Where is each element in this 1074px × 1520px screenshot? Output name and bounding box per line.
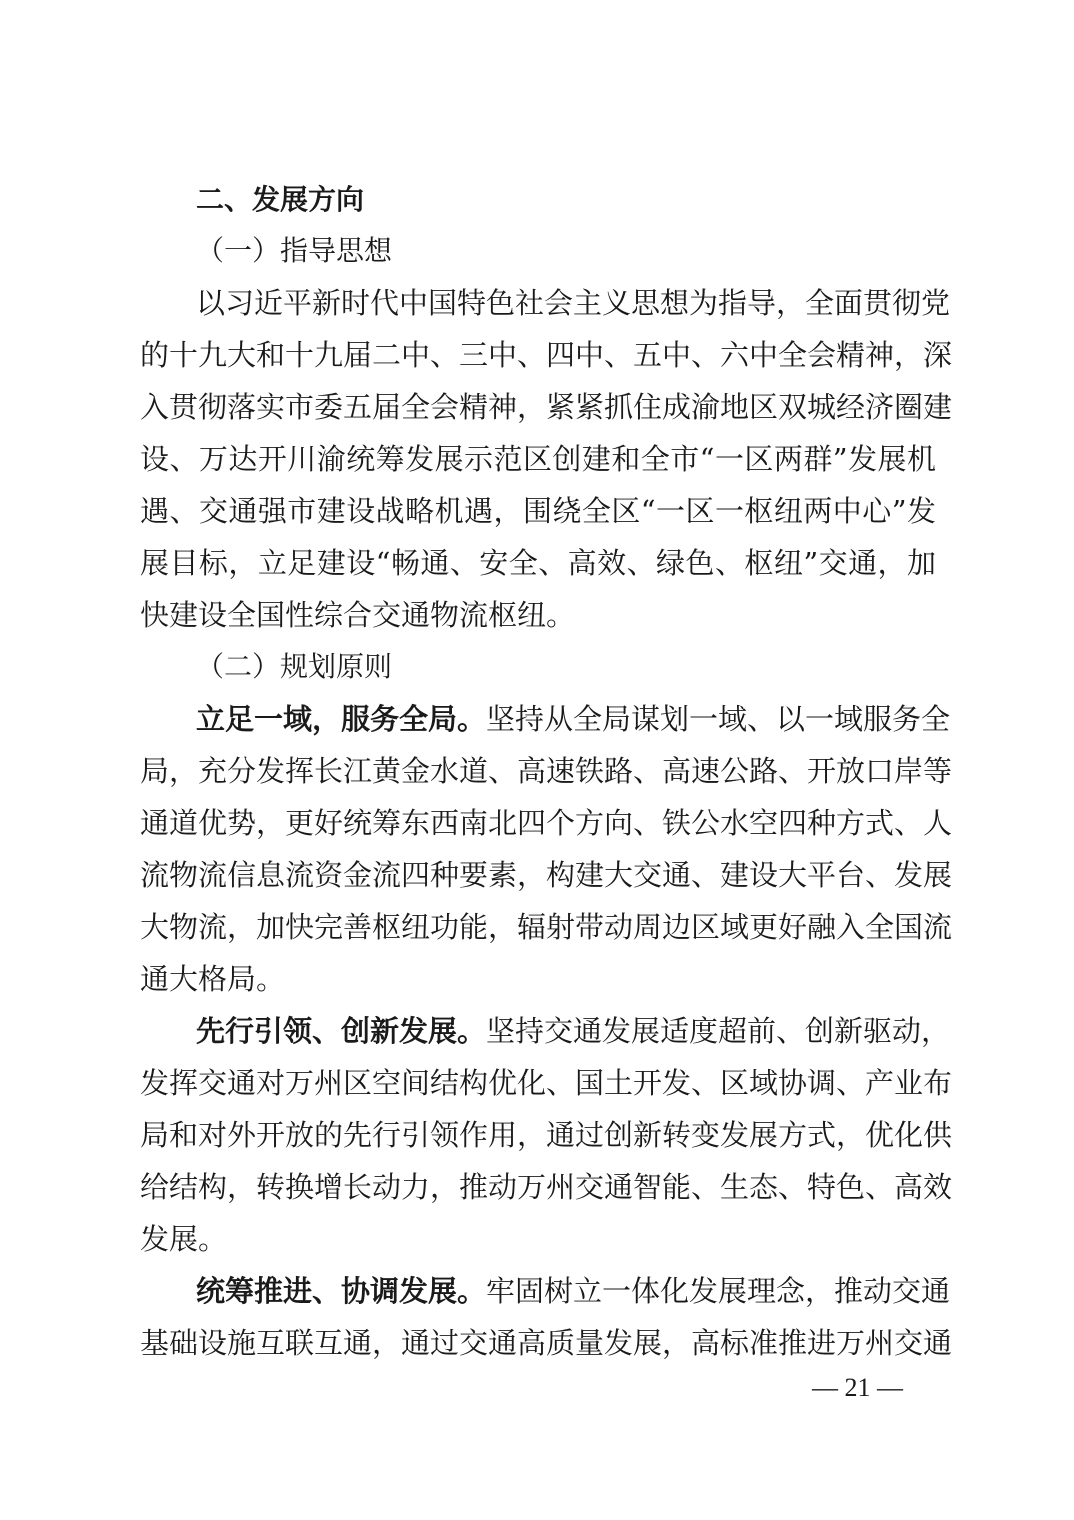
paragraph-line: 发挥交通对万州区空间结构优化、国土开发、区域协调、产业布: [140, 1066, 953, 1100]
document-page: [140, 0, 953, 1520]
paragraph-line: 大物流，加快完善枢纽功能，辐射带动周边区域更好融入全国流: [140, 910, 953, 944]
paragraph-line: 给结构，转换增长动力，推动万州交通智能、生态、特色、高效: [140, 1170, 953, 1204]
principle-first-line: [196, 1273, 951, 1309]
principle-first-line: [196, 1013, 951, 1049]
paragraph-line: 流物流信息流资金流四种要素，构建大交通、建设大平台、发展: [140, 858, 953, 892]
principle-lead: 先行引领、创新发展。: [196, 1014, 487, 1048]
principle-lead: 立足一域，服务全局。: [196, 702, 487, 736]
paragraph-line: 局和对外开放的先行引领作用，通过创新转变发展方式，优化供: [140, 1118, 953, 1152]
principle-text: 牢固树立一体化发展理念，推动交通: [486, 1274, 951, 1308]
subsection-heading-principles: （二）规划原则: [196, 650, 393, 683]
paragraph-line: 设、万达开川渝统筹发展示范区创建和全市“一区两群”发展机: [140, 442, 936, 476]
paragraph-line: 快建设全国性综合交通物流枢纽。: [140, 598, 576, 632]
principle-text: 坚持交通发展适度超前、创新驱动，: [486, 1014, 951, 1048]
paragraph-line: 的十九大和十九届二中、三中、四中、五中、六中全会精神，深: [140, 338, 953, 372]
paragraph-line: 局，充分发挥长江黄金水道、高速铁路、高速公路、开放口岸等: [140, 754, 953, 788]
page-number: — 21 —: [812, 1373, 903, 1402]
paragraph-line: 以习近平新时代中国特色社会主义思想为指导，全面贯彻党: [196, 286, 951, 320]
section-heading: 二、发展方向: [196, 183, 365, 216]
paragraph-line: 展目标，立足建设“畅通、安全、高效、绿色、枢纽”交通，加: [140, 546, 936, 580]
principle-lead: 统筹推进、协调发展。: [196, 1274, 487, 1308]
subsection-heading-guiding: （一）指导思想: [196, 234, 393, 267]
paragraph-line: 入贯彻落实市委五届全会精神，紧紧抓住成渝地区双城经济圈建: [140, 390, 953, 424]
paragraph-line: 发展。: [140, 1222, 228, 1256]
paragraph-line: 通道优势，更好统筹东西南北四个方向、铁公水空四种方式、人: [140, 806, 953, 840]
paragraph-line: 通大格局。: [140, 962, 286, 996]
principle-text: 坚持从全局谋划一域、以一域服务全: [486, 702, 951, 736]
principle-first-line: [196, 701, 951, 737]
paragraph-line: 遇、交通强市建设战略机遇，围绕全区“一区一枢纽两中心”发: [140, 494, 936, 528]
paragraph-line: 基础设施互联互通，通过交通高质量发展，高标准推进万州交通: [140, 1326, 953, 1360]
